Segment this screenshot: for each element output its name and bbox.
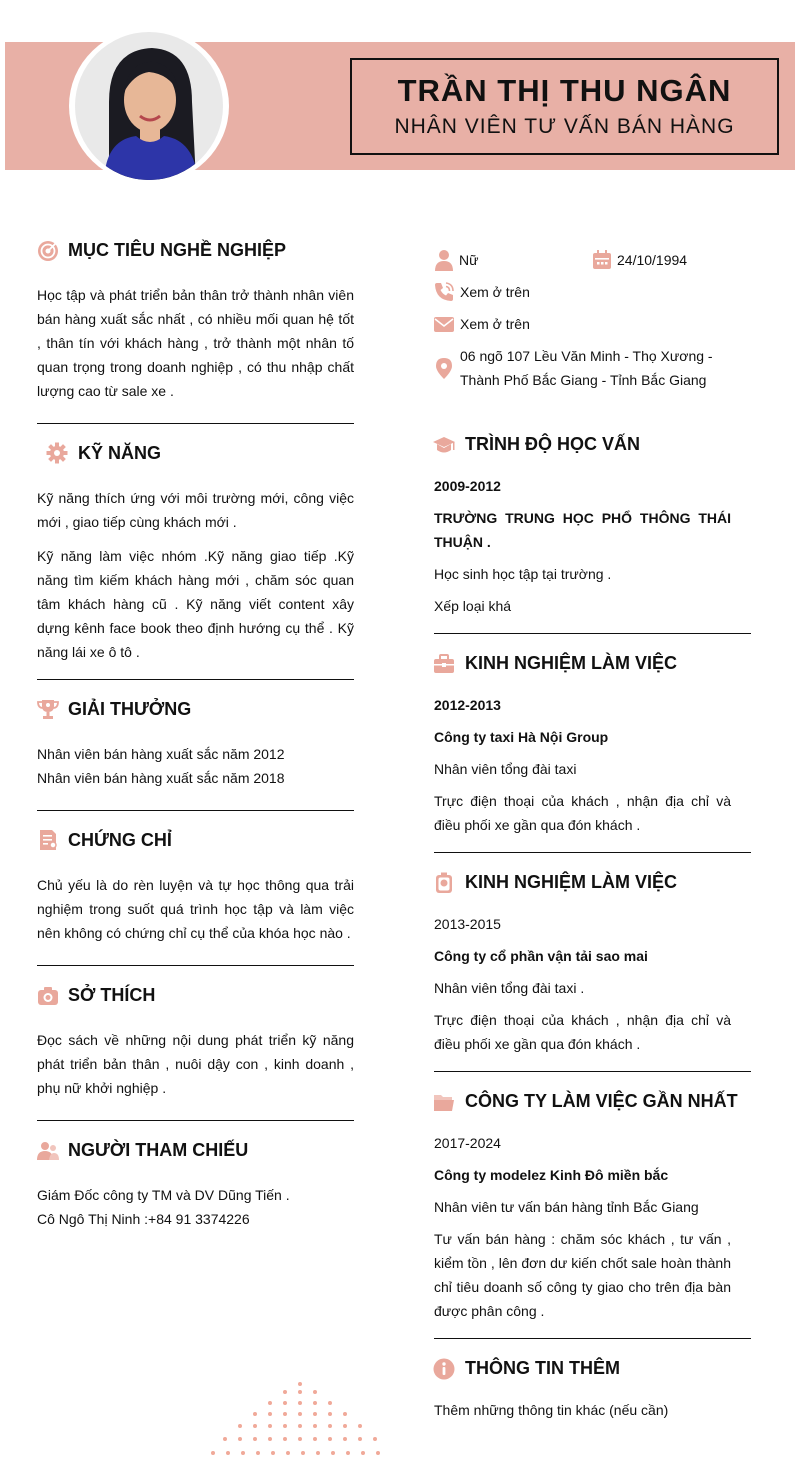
- email-value: Xem ở trên: [460, 316, 530, 332]
- hobbies-text: Đọc sách về những nội dung phát triển kỹ năng phát triển bản thân , nuôi dậy con , kinh doanh , phụ nữ khởi nghiệp .: [37, 1032, 354, 1096]
- calendar-icon: [591, 249, 613, 271]
- skills-text-1: Kỹ năng thích ứng với môi trường mới, công việc mới , giao tiếp cùng khách mới .: [37, 490, 354, 530]
- education-grade: Xếp loại khá: [434, 598, 512, 614]
- experience1-title: KINH NGHIỆM LÀM VIỆC: [465, 653, 678, 673]
- divider: [434, 1071, 751, 1072]
- extra-text: Thêm những thông tin khác (nếu cần): [434, 1402, 669, 1418]
- experience2-company: Công ty cổ phần vận tải sao mai: [434, 948, 648, 964]
- phone-value: Xem ở trên: [460, 284, 530, 300]
- experience1-position: Nhân viên tổng đài taxi: [434, 761, 577, 777]
- gear-icon: [46, 442, 68, 464]
- experience2-period: 2013-2015: [434, 916, 501, 932]
- divider: [37, 1120, 354, 1121]
- phone-icon: [433, 281, 455, 303]
- objective-text: Học tập và phát triển bản thân trở thành nhân viên bán hàng xuất sắc nhất , có nhiều mối quan hệ tốt , thân tín với khách hàng , trở thành một nhân tố quan trọng trong doanh nghiệp , có thu nhập chất lượng cao từ sale xe .: [37, 287, 354, 399]
- divider: [434, 1338, 751, 1339]
- experience1-desc: Trực điện thoại của khách , nhận địa chỉ và điều phối xe gần qua đón khách .: [434, 793, 731, 833]
- divider: [37, 810, 354, 811]
- latest-company-period: 2017-2024: [434, 1135, 501, 1151]
- latest-company-desc: Tư vấn bán hàng : chăm sóc khách , tư vấn , kiểm tồn , lên đơn dư kiến chốt sale hoàn thành chỉ tiêu doanh số công ty giao cho trên địa bàn được phân công .: [434, 1231, 731, 1319]
- hobbies-title: SỞ THÍCH: [68, 985, 156, 1005]
- education-detail: Học sinh học tập tại trường .: [434, 566, 612, 582]
- divider: [37, 965, 354, 966]
- latest-company-position: Nhân viên tư vấn bán hàng tỉnh Bắc Giang: [434, 1199, 699, 1215]
- briefcase-icon: [433, 653, 455, 675]
- decorative-dots: [205, 1376, 395, 1461]
- experience2-title: KINH NGHIỆM LÀM VIỆC: [465, 872, 678, 892]
- job-title: NHÂN VIÊN TƯ VẤN BÁN HÀNG: [394, 115, 735, 138]
- divider: [37, 423, 354, 424]
- badge-icon: [433, 872, 455, 894]
- birthday-value: 24/10/1994: [617, 252, 688, 268]
- full-name: TRẦN THỊ THU NGÂN: [397, 73, 732, 108]
- experience2-position: Nhân viên tổng đài taxi .: [434, 980, 585, 996]
- education-title: TRÌNH ĐỘ HỌC VẤN: [465, 434, 640, 454]
- latest-company-name: Công ty modelez Kinh Đô miền bắc: [434, 1167, 669, 1183]
- certificates-text: Chủ yếu là do rèn luyện và tự học thông qua trải nghiệm trong suốt quá trình học tập và làm việc nên không có chứng chỉ cụ thể của khóa học nào .: [37, 877, 354, 941]
- divider: [434, 852, 751, 853]
- folder-icon: [433, 1091, 455, 1113]
- email-icon: [433, 313, 455, 335]
- divider: [37, 679, 354, 680]
- award-item: Nhân viên bán hàng xuất sắc năm 2012: [37, 746, 285, 762]
- address-value: 06 ngõ 107 Lều Văn Minh - Thọ Xương - Thành Phố Bắc Giang - Tỉnh Bắc Giang: [460, 348, 713, 388]
- reference-item: Giám Đốc công ty TM và DV Dũng Tiến .: [37, 1187, 290, 1203]
- skills-text-2: Kỹ năng làm việc nhóm .Kỹ năng giao tiếp .Kỹ năng tìm kiếm khách hàng mới , chăm sóc quan tâm khách hàng cũ . Kỹ năng viết content xây dựng kênh face book theo định hướng cụ thể . Kỹ năng lái xe ô tô .: [37, 548, 354, 660]
- info-icon: [433, 1358, 455, 1380]
- objective-title: MỤC TIÊU NGHỀ NGHIỆP: [68, 240, 287, 260]
- camera-icon: [37, 985, 59, 1007]
- location-icon: [433, 357, 455, 379]
- reference-item: Cô Ngô Thị Ninh :+84 91 3374226: [37, 1211, 250, 1227]
- person-icon: [433, 249, 455, 271]
- experience2-desc: Trực điện thoại của khách , nhận địa chỉ và điều phối xe gần qua đón khách .: [434, 1012, 731, 1052]
- graduation-cap-icon: [433, 434, 455, 456]
- certificate-icon: [37, 829, 59, 851]
- avatar: [69, 28, 229, 184]
- latest-company-title: CÔNG TY LÀM VIỆC GẦN NHẤT: [465, 1091, 738, 1111]
- gender-value: Nữ: [459, 252, 479, 268]
- education-period: 2009-2012: [434, 478, 501, 494]
- experience1-company: Công ty taxi Hà Nội Group: [434, 729, 609, 745]
- portrait-photo: [74, 32, 224, 180]
- award-item: Nhân viên bán hàng xuất sắc năm 2018: [37, 770, 285, 786]
- people-icon: [37, 1140, 59, 1162]
- education-school: TRƯỜNG TRUNG HỌC PHỔ THÔNG THÁI THUẬN .: [434, 510, 731, 550]
- extra-title: THÔNG TIN THÊM: [465, 1358, 620, 1378]
- awards-title: GIẢI THƯỞNG: [68, 699, 192, 719]
- target-icon: [37, 240, 59, 262]
- divider: [434, 633, 751, 634]
- trophy-icon: [37, 698, 59, 720]
- name-box: [350, 58, 779, 155]
- certificates-title: CHỨNG CHỈ: [68, 830, 172, 850]
- skills-title: KỸ NĂNG: [78, 443, 162, 463]
- references-title: NGƯỜI THAM CHIẾU: [68, 1140, 249, 1160]
- experience1-period: 2012-2013: [434, 697, 501, 713]
